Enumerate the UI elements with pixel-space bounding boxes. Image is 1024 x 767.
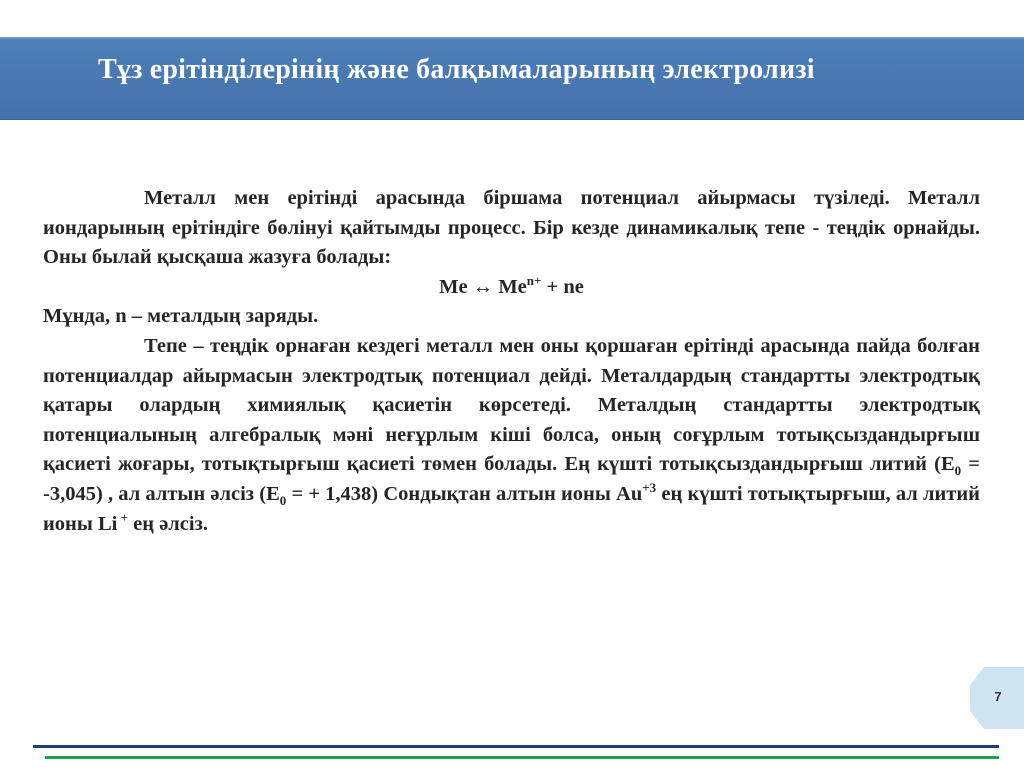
equation xyxy=(43,273,980,303)
paragraph-charge-note: Мұнда, n – металдың заряды. xyxy=(43,305,319,328)
superscript-lithium-charge: + xyxy=(117,509,129,525)
paragraph-text-2: = -3,045) , ал алтын әлсіз (E xyxy=(43,453,980,505)
equation-right-charge: n+ xyxy=(526,272,542,288)
page-number: 7 xyxy=(994,689,1002,704)
footer-line-green xyxy=(45,756,999,759)
paragraph-text-1: Тепе – теңдік орнаған кездегі металл мен оны қоршаған ерітінді арасында пайда болған потенциалдар айырмасын электродтық потенциал дейді. Металдардың стандартты электродтық қатары олардың химиялық қасиетін көрсетеді. Металдың стандартты электродтық потенциалының алгебралық мәні неғұрлым кіші болса, оның соғұрлым тотықсыздандырғыш қасиеті жоғары, тотықтырғыш қасиеті төмен болады. Ең күшті тотықсыздандырғыш литий (E xyxy=(43,334,980,476)
subscript-0-lithium: 0 xyxy=(954,463,962,479)
double-arrow-icon: ↔ xyxy=(472,275,494,298)
equation-right: Me xyxy=(498,275,527,298)
paragraph-electrode-potential xyxy=(43,332,980,539)
footer-line-blue xyxy=(33,745,999,748)
title-bar-accent xyxy=(0,37,1024,39)
paragraph-text-4: ең күшті тотықтырғыш, ал литий ионы Li xyxy=(43,482,980,535)
equation-left: Me xyxy=(439,275,468,298)
slide-body xyxy=(43,184,980,539)
paragraph-text-3: = + 1,438) Сондықтан алтын ионы Au xyxy=(286,482,643,505)
slide-title: Тұз ерітінділерінің және балқымаларының электролизі xyxy=(98,54,815,85)
superscript-gold-charge: +3 xyxy=(642,480,657,496)
paragraph-text-5: ең әлсіз. xyxy=(128,512,208,535)
paragraph-intro: Металл мен ерітінді арасында біршама потенциал айырмасы түзіледі. Металл иондарының ерітіндіге бөлінуі қайтымды процесс. Бір кезде динамикалық тепе - теңдік орнайды. Оны былай қысқаша жазуға болады: xyxy=(43,187,980,269)
subscript-0-gold: 0 xyxy=(279,493,287,509)
equation-tail: + ne xyxy=(541,275,584,298)
